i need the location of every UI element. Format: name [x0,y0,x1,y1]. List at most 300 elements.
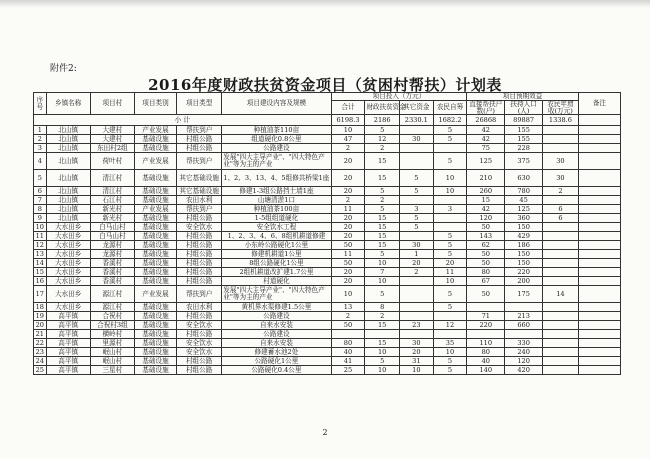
cell-income [543,144,579,153]
cell-remarks [578,135,620,144]
cell-category: 基础设施 [134,312,176,321]
cell-town: 高平镇 [46,339,90,348]
cell-town: 大水田乡 [46,303,90,312]
cell-income [543,223,579,232]
table-row [34,170,621,187]
cell-town: 北山镇 [46,144,90,153]
cell-village: 香溪村 [90,259,134,268]
cell-remarks [578,232,620,241]
cell-fiscal: 5 [365,286,400,303]
cell-total: 2 [331,312,365,321]
header-self: 农民自筹 [433,100,467,115]
cell-people: 330 [505,339,543,348]
plan-table [33,92,621,375]
cell-town: 北山镇 [46,196,90,205]
cell-people: 186 [505,241,543,250]
table-row [34,214,621,223]
cell-other: 5 [400,214,434,223]
cell-town: 大水田乡 [46,241,90,250]
cell-type: 帮扶到户 [177,286,222,303]
cell-content: 公路建设 [222,144,331,153]
cell-village: 大建村 [90,135,134,144]
subtotal-remarks [578,115,620,126]
cell-seq: 2 [34,135,47,144]
cell-village: 香溪村 [90,268,134,277]
cell-other [400,312,434,321]
cell-type: 村组公路 [177,232,222,241]
cell-town: 北山镇 [46,205,90,214]
cell-people: 660 [505,321,543,330]
cell-income: 14 [543,286,579,303]
cell-other: 1 [400,250,434,259]
cell-households: 50 [467,286,505,303]
cell-other [400,232,434,241]
table-row [34,357,621,366]
cell-people: 375 [505,153,543,170]
table-row [34,250,621,259]
cell-total: 13 [331,303,365,312]
cell-type: 其它基础设施 [177,170,222,187]
cell-self: 5 [433,241,467,250]
table-row [34,366,621,375]
cell-fiscal: 5 [365,187,400,196]
cell-income [543,259,579,268]
table-row [34,348,621,357]
cell-town: 北山镇 [46,214,90,223]
page-title: 2016年度财政扶贫资金项目（贫困村帮扶）计划表 [148,76,502,94]
cell-households: 67 [467,277,505,286]
table-row [34,205,621,214]
cell-content: 发展"四大主导产业"、"四大特色产业"等为主的产业 [222,286,331,303]
cell-category: 基础设施 [134,259,176,268]
header-income: 农民年增收(万元) [543,100,579,115]
cell-village: 岷山村 [90,348,134,357]
header-content: 项目建设内容及规模 [222,93,331,115]
subtotal-total: 6198.3 [331,115,365,126]
cell-people: 360 [505,214,543,223]
cell-other: 30 [400,339,434,348]
cell-households: 75 [467,144,505,153]
cell-type: 村组公路 [177,135,222,144]
cell-people: 200 [505,277,543,286]
cell-households: 260 [467,187,505,196]
cell-village: 荷叶村 [90,153,134,170]
cell-other: 20 [400,348,434,357]
cell-income [543,357,579,366]
cell-type: 帮扶到户 [177,153,222,170]
cell-type: 安全饮水 [177,321,222,330]
cell-village: 东田村2组 [90,144,134,153]
table-row [34,232,621,241]
cell-self: 5 [433,366,467,375]
cell-households: 120 [467,214,505,223]
cell-fiscal: 15 [365,223,400,232]
cell-seq: 3 [34,144,47,153]
attachment-label: 附件2: [50,64,77,74]
cell-fiscal: 15 [365,232,400,241]
cell-seq: 20 [34,321,47,330]
cell-village: 清江村 [90,187,134,196]
cell-people [505,330,543,339]
cell-total: 40 [331,348,365,357]
cell-remarks [578,312,620,321]
cell-other [400,144,434,153]
cell-households: 50 [467,223,505,232]
cell-content: 组道硬化0.8公里 [222,135,331,144]
cell-content: 公路硬化1公里 [222,357,331,366]
cell-fiscal: 5 [365,205,400,214]
cell-seq: 18 [34,303,47,312]
cell-remarks [578,348,620,357]
cell-income: 2 [543,187,579,196]
cell-seq: 17 [34,286,47,303]
cell-other [400,286,434,303]
cell-income [543,241,579,250]
cell-people: 155 [505,126,543,135]
table-row [34,153,621,170]
cell-village: 香溪村 [90,277,134,286]
cell-seq: 8 [34,205,47,214]
cell-fiscal: 10 [365,366,400,375]
cell-other [400,277,434,286]
cell-total: 50 [331,259,365,268]
cell-households [467,303,505,312]
cell-seq: 19 [34,312,47,321]
cell-town: 北山镇 [46,135,90,144]
cell-other: 5 [400,223,434,232]
cell-fiscal: 8 [365,303,400,312]
cell-self: 10 [433,348,467,357]
cell-content: 自来水安装 [222,339,331,348]
cell-total: 2 [331,196,365,205]
cell-households: 140 [467,366,505,375]
cell-type: 村组公路 [177,312,222,321]
cell-self [433,223,467,232]
table-row [34,339,621,348]
page-number: 2 [322,428,328,437]
subtotal-other: 2330.1 [400,115,434,126]
subtotal-label: 小 计 [34,115,332,126]
cell-income [543,339,579,348]
cell-content: 小东岭公路硬化1公里 [222,241,331,250]
cell-total: 20 [331,153,365,170]
cell-remarks [578,339,620,348]
cell-other [400,126,434,135]
cell-content: 安全饮水工程 [222,223,331,232]
cell-other: 2 [400,268,434,277]
cell-town: 大水田乡 [46,250,90,259]
cell-other: 20 [400,259,434,268]
cell-type: 安全饮水 [177,348,222,357]
cell-category: 基础设施 [134,170,176,187]
cell-remarks [578,330,620,339]
table-row [34,126,621,135]
cell-remarks [578,321,620,330]
header-row-1 [34,93,621,101]
subtotal-fiscal: 2186 [365,115,400,126]
table-row [34,330,621,339]
cell-fiscal: 15 [365,170,400,187]
cell-fiscal: 15 [365,241,400,250]
cell-village: 新光村 [90,214,134,223]
cell-self: 5 [433,232,467,241]
subtotal-self: 1682.2 [433,115,467,126]
cell-self: 20 [433,259,467,268]
header-fiscal: 财政扶贫资金 [365,100,400,115]
cell-remarks [578,126,620,135]
cell-type: 村组公路 [177,259,222,268]
cell-other: 5 [400,170,434,187]
table-row [34,187,621,196]
cell-income: 6 [543,205,579,214]
cell-income [543,303,579,312]
cell-people: 120 [505,357,543,366]
table-row [34,286,621,303]
cell-other: 5 [400,187,434,196]
cell-households: 80 [467,268,505,277]
cell-other [400,153,434,170]
cell-total: 25 [331,366,365,375]
header-total: 合计 [331,100,365,115]
cell-people: 150 [505,259,543,268]
cell-total: 20 [331,268,365,277]
subtotal-households: 26868 [467,115,505,126]
header-type: 项目类型 [177,93,222,115]
cell-self: 5 [433,303,467,312]
cell-income [543,321,579,330]
cell-seq: 23 [34,348,47,357]
cell-fiscal: 2 [365,196,400,205]
cell-content: 修建1-3组公路挡土墙1座 [222,187,331,196]
header-remarks: 备注 [578,93,620,115]
cell-category: 基础设施 [134,366,176,375]
cell-fiscal: 15 [365,214,400,223]
cell-people: 150 [505,223,543,232]
header-seq: 序号 [34,93,47,115]
cell-category: 产业发展 [134,286,176,303]
cell-self: 5 [433,286,467,303]
cell-type: 村组公路 [177,268,222,277]
cell-seq: 1 [34,126,47,135]
cell-self: 35 [433,339,467,348]
cell-category: 基础设施 [134,135,176,144]
cell-people: 240 [505,348,543,357]
cell-people: 125 [505,205,543,214]
cell-seq: 24 [34,357,47,366]
cell-other: 10 [400,366,434,375]
cell-households: 80 [467,348,505,357]
cell-self: 3 [433,205,467,214]
cell-type: 村组公路 [177,241,222,250]
cell-people: 220 [505,268,543,277]
cell-households: 15 [467,196,505,205]
cell-seq: 4 [34,153,47,170]
cell-content: 1-5组组道硬化 [222,214,331,223]
cell-people: 228 [505,144,543,153]
cell-remarks [578,214,620,223]
cell-self [433,214,467,223]
cell-total: 20 [331,232,365,241]
header-village: 项目村 [90,93,134,115]
cell-town: 北山镇 [46,126,90,135]
cell-type: 帮扶到户 [177,205,222,214]
cell-income [543,250,579,259]
cell-category: 基础设施 [134,348,176,357]
cell-households: 125 [467,153,505,170]
cell-households: 42 [467,205,505,214]
cell-people: 420 [505,366,543,375]
cell-self [433,144,467,153]
cell-village: 龙源村 [90,250,134,259]
cell-category: 产业发展 [134,153,176,170]
cell-fiscal: 5 [365,357,400,366]
cell-income [543,196,579,205]
cell-total: 50 [331,321,365,330]
cell-type: 村组公路 [177,250,222,259]
cell-remarks [578,223,620,232]
cell-type: 村组公路 [177,330,222,339]
cell-remarks [578,277,620,286]
cell-income [543,348,579,357]
cell-self: 5 [433,357,467,366]
cell-seq: 13 [34,250,47,259]
cell-households: 62 [467,241,505,250]
cell-village: 新光村 [90,205,134,214]
cell-income: 30 [543,170,579,187]
cell-total: 10 [331,286,365,303]
cell-seq: 14 [34,259,47,268]
cell-type: 帮扶到户 [177,126,222,135]
cell-other: 31 [400,357,434,366]
cell-self: 10 [433,187,467,196]
cell-town: 大水田乡 [46,223,90,232]
cell-total: 80 [331,339,365,348]
cell-content: 公路硬化0.4公里 [222,366,331,375]
cell-total: 10 [331,126,365,135]
cell-town: 大水田乡 [46,286,90,303]
cell-content: 1、2、3、4、6、8组机耕道修建 [222,232,331,241]
cell-remarks [578,153,620,170]
cell-remarks [578,250,620,259]
header-households: 直接帮扶户数(户) [467,100,505,115]
cell-self [433,330,467,339]
cell-type: 村组公路 [177,357,222,366]
cell-seq: 9 [34,214,47,223]
cell-self: 5 [433,250,467,259]
cell-self: 5 [433,153,467,170]
cell-income [543,135,579,144]
cell-households: 220 [467,321,505,330]
cell-village: 白马山村 [90,223,134,232]
cell-type: 安全饮水 [177,223,222,232]
cell-income [543,126,579,135]
cell-total: 47 [331,135,365,144]
table-row [34,268,621,277]
cell-income [543,366,579,375]
table-row [34,223,621,232]
cell-content: 8组公路硬化1公里 [222,259,331,268]
cell-total: 11 [331,205,365,214]
cell-total: 20 [331,277,365,286]
cell-town: 高平镇 [46,321,90,330]
cell-category: 基础设施 [134,339,176,348]
table-row [34,135,621,144]
cell-total: 20 [331,187,365,196]
cell-category: 基础设施 [134,232,176,241]
cell-fiscal: 5 [365,126,400,135]
cell-seq: 5 [34,170,47,187]
cell-town: 高平镇 [46,366,90,375]
cell-total: 2 [331,144,365,153]
table-row [34,321,621,330]
cell-fiscal [365,330,400,339]
cell-fiscal: 10 [365,348,400,357]
cell-town: 高平镇 [46,357,90,366]
cell-seq: 25 [34,366,47,375]
header-people: 扶持人口(人) [505,100,543,115]
cell-income [543,268,579,277]
cell-households: 42 [467,126,505,135]
cell-category: 基础设施 [134,196,176,205]
cell-town: 北山镇 [46,187,90,196]
cell-households: 143 [467,232,505,241]
cell-town: 高平镇 [46,348,90,357]
cell-category: 基础设施 [134,268,176,277]
cell-category: 基础设施 [134,241,176,250]
cell-self [433,312,467,321]
cell-village: 里源村 [90,339,134,348]
cell-category: 产业发展 [134,205,176,214]
cell-other [400,196,434,205]
cell-town: 大水田乡 [46,277,90,286]
cell-type: 村组公路 [177,277,222,286]
cell-income [543,330,579,339]
header-town: 乡镇名称 [46,93,90,115]
cell-category: 产业发展 [134,126,176,135]
cell-village: 白马山村 [90,232,134,241]
cell-remarks [578,286,620,303]
cell-fiscal: 15 [365,339,400,348]
cell-content: 山塘清淤1口 [222,196,331,205]
cell-seq: 21 [34,330,47,339]
cell-fiscal: 2 [365,312,400,321]
cell-village: 石江村 [90,196,134,205]
cell-content: 发展"四大主导产业"、"四大特色产业"等为主的产业 [222,153,331,170]
cell-people: 213 [505,312,543,321]
cell-village: 清江村 [90,170,134,187]
cell-content: 2组机耕道改扩建1.7公里 [222,268,331,277]
cell-self: 5 [433,126,467,135]
subtotal-people: 89887 [505,115,543,126]
cell-seq: 7 [34,196,47,205]
cell-remarks [578,259,620,268]
cell-content: 村道硬化 [222,277,331,286]
cell-town: 高平镇 [46,312,90,321]
cell-type: 其它基础设施 [177,187,222,196]
cell-fiscal: 2 [365,144,400,153]
cell-content: 公路建设 [222,312,331,321]
table-row [34,144,621,153]
cell-other [400,303,434,312]
cell-content: 种植油茶100亩 [222,205,331,214]
cell-remarks [578,366,620,375]
cell-total: 20 [331,214,365,223]
table-row [34,196,621,205]
cell-total: 50 [331,241,365,250]
cell-village: 大建村 [90,126,134,135]
cell-town: 北山镇 [46,170,90,187]
cell-income: 30 [543,153,579,170]
